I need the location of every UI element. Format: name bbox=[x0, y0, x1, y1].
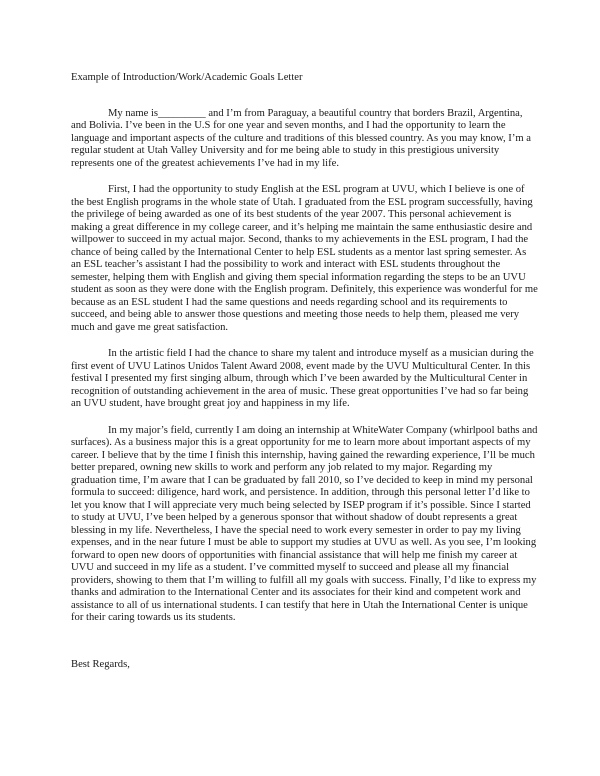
document-title: Example of Introduction/Work/Academic Goals Letter bbox=[71, 72, 303, 83]
paragraph-artistic-field: In the artistic field I had the chance to share my talent and introduce myself as a musician during the first event of UVU Latinos Unidos Talent Award 2008, event made by the UVU Multicultural Center. In this festival I presented my first singing album, through which I’ve been awarded by the Multicultural Center in recognition of outstanding achievement in the area of music. These great opportunities I’ve had so far being an UVU student, have brought great joy and happiness in my life. bbox=[71, 348, 534, 409]
paragraph-introduction: My name is_________ and I’m from Paraguay, a beautiful country that borders Brazil, Argentina, and Bolivia. I’ve been in the U.S for one year and seven months, and I had the opportunity to learn the language and important aspects of the culture and traditions of this blessed country. As you may know, I’m a regular student at Utah Valley University and for me being able to study in this prestigious university represents one of the greatest achievements I’ve had in my life. bbox=[71, 107, 531, 169]
paragraph-esl-program: First, I had the opportunity to study English at the ESL program at UVU, which I believe is one of the best English programs in the whole state of Utah. I graduated from the ESL program successfully, having the privilege of being awarded as one of its best students of the year 2007. This personal achievement is making a great difference in my college career, and it’s helping me maintain the same enthusiastic desire and willpower to succeed in my actual major. Second, thanks to my achievements in the ESL program, I had the chance of being called by the International Center to help ESL students as a mentor last spring semester. As an ESL teacher’s assistant I had the possibility to work and interact with ESL students throughout the semester, helping them with English and giving them special information regarding the steps to be an UVU student as soon as they were done with the English program. Definitely, this experience was wonderful for me because as an ESL student I had the same questions and needs regarding school and its requirements to succeed, and being able to answer those questions and meeting those needs to help them, pleased me very much and gave me great satisfaction. bbox=[71, 184, 538, 333]
paragraph-major-field: In my major’s field, currently I am doing an internship at WhiteWater Company (whirlpool baths and surfaces). As a business major this is a great opportunity for me to learn more about important aspects of my career. I believe that by the time I finish this internship, having gained the rewarding experience, I’ll be much better prepared, owning new skills to work and perform any job related to my major. Regarding my graduation time, I’m aware that I can be graduated by fall 2010, so I’ve decided to keep in mind my personal formula to succeed: diligence, hard work, and persistence. In addition, through this personal letter I’d like to let you know that I will appreciate very much being selected by ISEP program if it’s possible. Since I started to study at UVU, I’ve been helped by a generous sponsor that without shadow of doubt represents a great blessing in my life. Nevertheless, I have the special need to work every semester in order to pay my living expenses, and in the near future I must be able to support my studies at UVU as well. As you see, I’m looking forward to open new doors of opportunities with financial assistance that will help me finish my career at UVU and succeed in my life as a student. I’ve committed myself to succeed and please all my financial providers, showing to them that I’m willing to fulfill all my goals with success. Finally, I’d like to express my thanks and admiration to the International Center and its associates for their kind and competent work and assistance to all of us international students. I can testify that here in Utah the International Center is unique for their caring towards us its students. bbox=[71, 424, 538, 623]
closing-line: Best Regards, bbox=[71, 658, 130, 670]
